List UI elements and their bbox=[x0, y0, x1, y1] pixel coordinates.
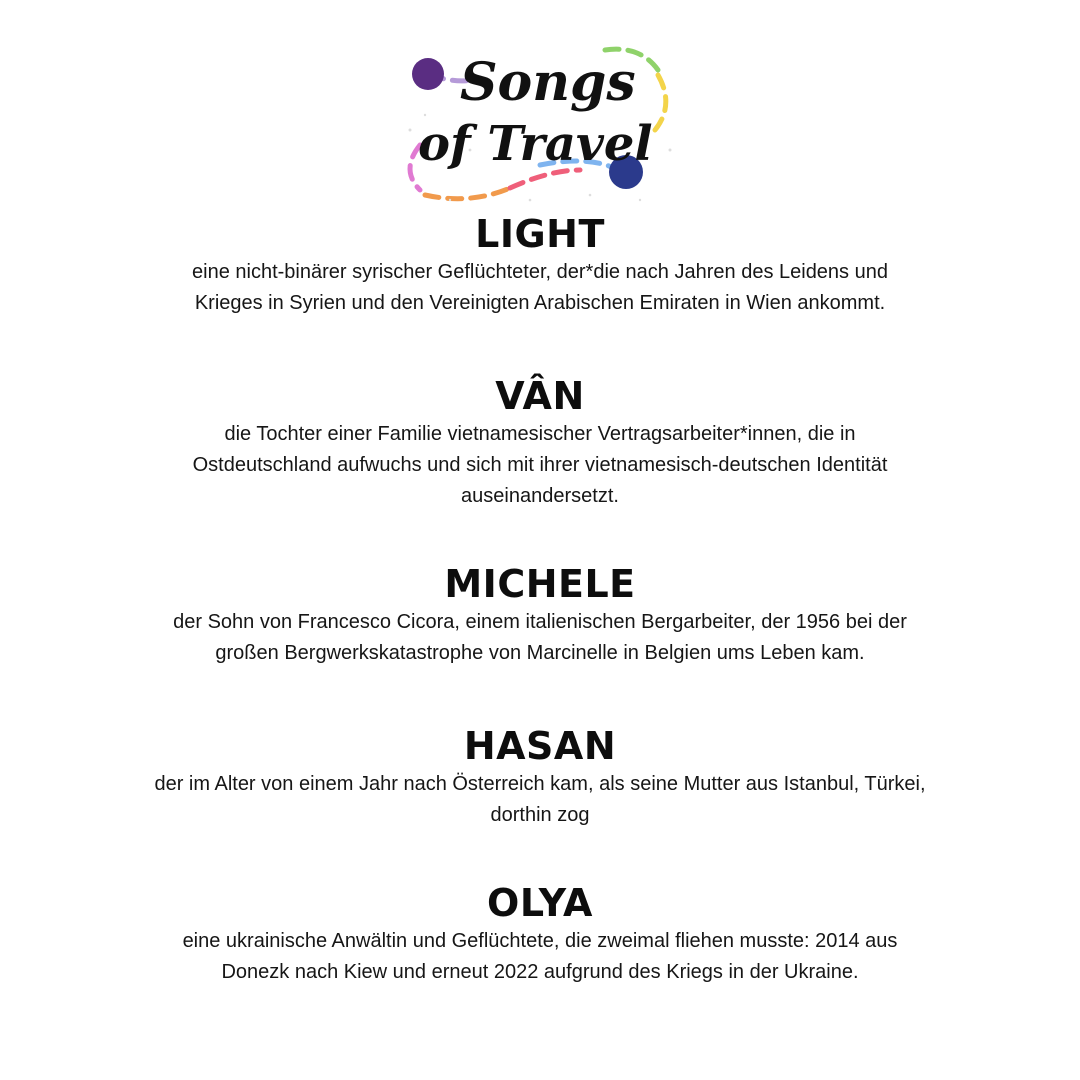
entry-name: HASAN bbox=[463, 724, 617, 768]
entry-description: eine ukrainische Anwältin und Geflüchtete, die zweimal fliehen musste: 2014 aus Donezk nach Kiew und erneut 2022 aufgrund des Kriegs in der Ukraine. bbox=[182, 930, 898, 983]
entry-van bbox=[0, 373, 1080, 512]
logo-dot-left bbox=[412, 58, 444, 90]
entry-description: die Tochter einer Familie vietnamesischer Vertragsarbeiter*innen, die in Ostdeutschland aufwuchs und sich mit ihrer vietnamesisch-deutschen Identität auseinandersetzt. bbox=[192, 423, 888, 507]
entry-description: der Sohn von Francesco Cicora, einem italienischen Bergarbeiter, der 1956 bei der großen Bergwerkskatastrophe von Marcinelle in Belgien ums Leben kam. bbox=[173, 611, 907, 664]
entry-michele bbox=[0, 561, 1080, 669]
entry-name: VÂN bbox=[495, 374, 585, 418]
entry-hasan bbox=[0, 723, 1080, 831]
entry-name: LIGHT bbox=[475, 212, 605, 256]
entry-description: der im Alter von einem Jahr nach Österreich kam, als seine Mutter aus Istanbul, Türkei, dorthin zog bbox=[154, 773, 926, 826]
entry-name: OLYA bbox=[487, 881, 593, 925]
entry-light bbox=[0, 211, 1080, 319]
entry-olya bbox=[0, 880, 1080, 988]
logo-graphic bbox=[390, 30, 690, 215]
songs-of-travel-logo bbox=[390, 30, 690, 215]
entry-description: eine nicht-binärer syrischer Geflüchteter, der*die nach Jahren des Leidens und Krieges in Syrien und den Vereinigten Arabischen Emiraten in Wien ankommt. bbox=[192, 261, 888, 314]
logo-text-of-travel: of Travel bbox=[418, 116, 653, 172]
entry-name: MICHELE bbox=[444, 562, 636, 606]
logo-text-songs: Songs bbox=[460, 52, 636, 113]
